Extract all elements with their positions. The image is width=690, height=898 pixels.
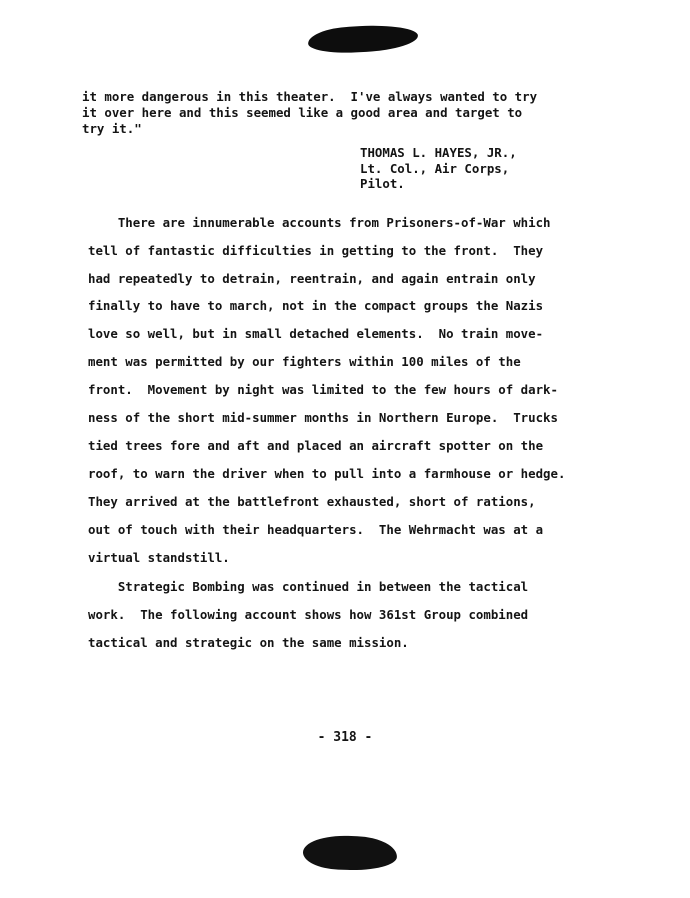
paragraph-1-line-2: tell of fantastic difficulties in getting to the front. They (88, 243, 544, 258)
paragraph-1-line-13: virtual standstill. (88, 550, 230, 565)
paragraph-1-line-9: tied trees fore and aft and placed an aircraft spotter on the (88, 438, 544, 453)
paragraph-1-line-8: ness of the short mid-summer months in Northern Europe. Trucks (88, 410, 558, 425)
redaction-mark-top (307, 23, 418, 55)
paragraph-1-line-12: out of touch with their headquarters. The Wehrmacht was at a (88, 522, 544, 537)
quote-line-1: it more dangerous in this theater. I've always wanted to try (82, 89, 538, 104)
paragraph-2-line-3: tactical and strategic on the same mission. (88, 635, 409, 650)
paragraph-1-line-6: ment was permitted by our fighters within 100 miles of the (88, 354, 521, 369)
page-number: - 318 - (317, 730, 373, 745)
paragraph-1-line-5: love so well, but in small detached elements. No train move- (88, 326, 544, 341)
paragraph-1-line-1: There are innumerable accounts from Prisoners-of-War which (88, 215, 551, 230)
paragraph-2-line-2: work. The following account shows how 361st Group combined (88, 607, 529, 622)
redaction-mark-bottom (302, 834, 397, 871)
quote-line-3: try it." (82, 121, 142, 136)
paragraph-2-line-1: Strategic Bombing was continued in between the tactical (88, 579, 529, 594)
paragraph-1-line-4: finally to have to march, not in the compact groups the Nazis (88, 298, 544, 313)
signature-role: Pilot. (360, 176, 405, 191)
paragraph-1-line-7: front. Movement by night was limited to the few hours of dark- (88, 382, 558, 397)
quote-line-2: it over here and this seemed like a good area and target to (82, 105, 523, 120)
paragraph-1-line-3: had repeatedly to detrain, reentrain, and again entrain only (88, 271, 536, 286)
signature-rank: Lt. Col., Air Corps, (360, 161, 510, 176)
paragraph-1-line-11: They arrived at the battlefront exhausted, short of rations, (88, 494, 536, 509)
signature-name: THOMAS L. HAYES, JR., (360, 145, 517, 160)
paragraph-1-line-10: roof, to warn the driver when to pull into a farmhouse or hedge. (88, 466, 566, 481)
